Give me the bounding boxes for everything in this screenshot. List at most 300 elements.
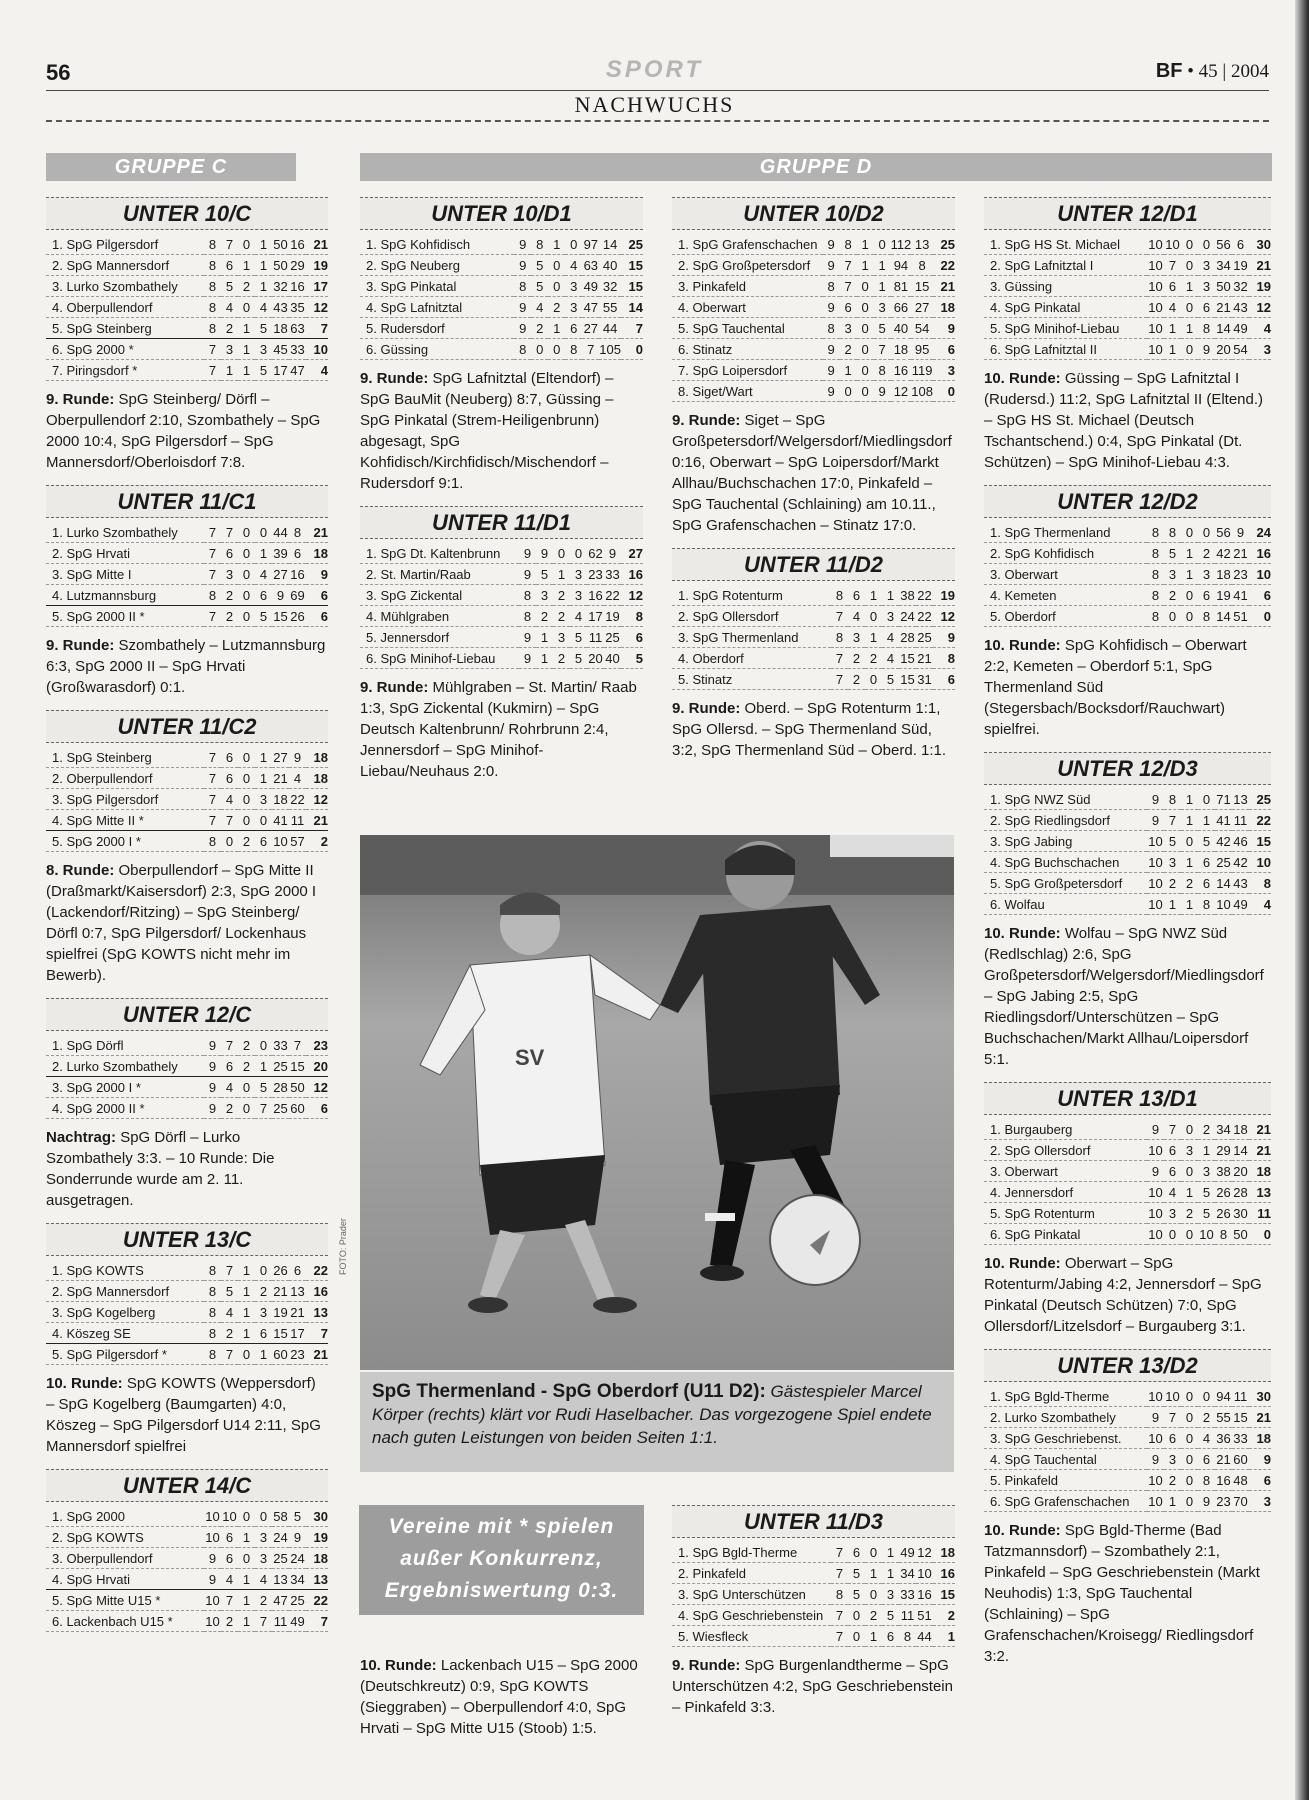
section-title: SPORT	[605, 56, 704, 83]
stat-value: 0	[1181, 1161, 1198, 1182]
stat-value: 7	[221, 234, 238, 255]
stat-value: 0	[238, 606, 255, 627]
table-row	[984, 297, 1271, 318]
stat-value: 4	[221, 1302, 238, 1323]
stat-value: 5	[1198, 1182, 1215, 1203]
points: 12	[306, 1077, 328, 1098]
stat-value: 2	[238, 831, 255, 852]
stat-value: 69	[289, 585, 306, 606]
stat-value: 15	[899, 669, 916, 690]
points: 19	[1249, 276, 1271, 297]
stat-value: 7	[204, 564, 221, 585]
stat-value: 6	[255, 831, 272, 852]
team-name: 7. SpG Loipersdorf	[672, 360, 823, 381]
stat-value: 0	[238, 1077, 255, 1098]
stat-value: 5	[255, 360, 272, 381]
points: 0	[1249, 1224, 1271, 1245]
table-row	[360, 627, 643, 648]
stat-value: 6	[1164, 1140, 1181, 1161]
round-label: 9. Runde:	[46, 637, 115, 654]
stat-value: 6	[1198, 297, 1215, 318]
stat-value: 9	[823, 360, 840, 381]
round-label: 10. Runde:	[984, 370, 1061, 387]
team-name: 3. Güssing	[984, 276, 1147, 297]
stat-value: 108	[911, 381, 933, 402]
points: 4	[1249, 318, 1271, 339]
points: 3	[1249, 339, 1271, 360]
stat-value: 4	[221, 789, 238, 810]
photo-caption	[360, 1372, 954, 1472]
table-row	[672, 297, 955, 318]
stat-value: 4	[882, 648, 899, 669]
stat-value: 0	[255, 522, 272, 543]
stat-value: 1	[548, 234, 565, 255]
stat-value: 21	[289, 1302, 306, 1323]
table-row	[984, 1224, 1271, 1245]
stat-value: 25	[272, 1548, 289, 1569]
standings-title: UNTER 11/C2	[46, 710, 328, 743]
round-label: 10. Runde:	[984, 1522, 1061, 1539]
stat-value: 0	[1181, 339, 1198, 360]
column-group-d-2	[672, 197, 955, 773]
points: 19	[306, 1527, 328, 1548]
stat-value: 5	[1198, 831, 1215, 852]
stat-value: 1	[1181, 1182, 1198, 1203]
stat-value: 94	[1215, 1386, 1232, 1407]
group-c-banner: GRUPPE C	[46, 153, 296, 181]
stat-value: 2	[553, 606, 570, 627]
stat-value: 8	[204, 255, 221, 276]
stat-value: 3	[255, 1302, 272, 1323]
stat-value: 8	[204, 1302, 221, 1323]
stat-value: 11	[899, 1605, 916, 1626]
team-name: 4. Köszeg SE	[46, 1323, 204, 1344]
stat-value: 2	[840, 339, 857, 360]
team-name: 1. SpG Kohfidisch	[360, 234, 514, 255]
stat-value: 2	[1164, 1470, 1181, 1491]
table-row	[46, 1077, 328, 1098]
team-name: 6. Stinatz	[672, 339, 823, 360]
stat-value: 9	[204, 1569, 221, 1590]
team-name: 5. SpG Rotenturm	[984, 1203, 1147, 1224]
table-row	[984, 606, 1271, 627]
stat-value: 60	[272, 1344, 289, 1365]
stat-value: 7	[831, 1605, 848, 1626]
standings-table	[672, 585, 955, 690]
stat-value: 6	[565, 318, 582, 339]
stat-value: 10	[204, 1506, 221, 1527]
team-name: 4. SpG Buchschachen	[984, 852, 1147, 873]
team-name: 3. SpG Pilgersdorf	[46, 789, 204, 810]
stat-value: 47	[272, 1590, 289, 1611]
stat-value: 1	[238, 1260, 255, 1281]
table-row	[984, 1119, 1271, 1140]
team-name: 3. SpG Mitte I	[46, 564, 204, 585]
round-results	[672, 1655, 955, 1718]
stat-value: 0	[565, 234, 582, 255]
standings-block	[672, 197, 955, 536]
stat-value: 22	[916, 606, 933, 627]
round-text: Szombathely – Lutzmannsburg 6:3, SpG 2000 II – SpG Hrvati (Großwarasdorf) 0:1.	[46, 637, 326, 696]
stat-value: 8	[823, 318, 840, 339]
standings-block	[984, 197, 1271, 473]
stat-value: 7	[831, 648, 848, 669]
stat-value: 7	[1164, 810, 1181, 831]
stat-value: 1	[1198, 1140, 1215, 1161]
stat-value: 66	[891, 297, 912, 318]
stat-value: 8	[289, 522, 306, 543]
points: 25	[933, 234, 955, 255]
stat-value: 0	[531, 339, 548, 360]
stat-value: 6	[1164, 1161, 1181, 1182]
stat-value: 10	[916, 1563, 933, 1584]
stat-value: 0	[1181, 234, 1198, 255]
table-row	[984, 564, 1271, 585]
column-group-d-1	[360, 197, 643, 794]
stat-value: 7	[204, 747, 221, 768]
stat-value: 6	[1198, 1449, 1215, 1470]
team-name: 1. SpG 2000	[46, 1506, 204, 1527]
stat-value: 16	[587, 585, 604, 606]
standings-table	[360, 543, 643, 669]
stat-value: 9	[823, 234, 840, 255]
standings-block	[984, 1349, 1271, 1667]
stat-value: 8	[831, 1584, 848, 1605]
round-results	[984, 1520, 1271, 1667]
stat-value: 9	[514, 234, 531, 255]
stat-value: 7	[221, 1590, 238, 1611]
points: 8	[621, 606, 643, 627]
stat-value: 1	[1164, 894, 1181, 915]
stat-value: 33	[899, 1584, 916, 1605]
round-label: 10. Runde:	[984, 1255, 1061, 1272]
team-name: 4. SpG Hrvati	[46, 1569, 204, 1590]
stat-value: 34	[1215, 255, 1232, 276]
stat-value: 15	[289, 1056, 306, 1077]
standings-title: UNTER 11/D3	[672, 1505, 955, 1538]
table-row	[984, 873, 1271, 894]
stat-value: 1	[238, 1302, 255, 1323]
team-name: 3. Oberpullendorf	[46, 1548, 204, 1569]
points: 7	[306, 1323, 328, 1344]
stat-value: 3	[1198, 255, 1215, 276]
stat-value: 20	[587, 648, 604, 669]
u14c-round-results	[360, 1655, 643, 1739]
stat-value: 9	[519, 648, 536, 669]
stat-value: 8	[204, 831, 221, 852]
points: 9	[1249, 1449, 1271, 1470]
stat-value: 56	[1215, 234, 1232, 255]
standings-table	[46, 234, 328, 381]
team-name: 6. Güssing	[360, 339, 514, 360]
table-row	[984, 810, 1271, 831]
team-name: 3. SpG Geschriebenst.	[984, 1428, 1147, 1449]
stat-value: 49	[289, 1611, 306, 1632]
round-text: SpG Burgenlandtherme – SpG Unterschützen 4:2, SpG Geschriebenstein – Pinkafeld 3:3.	[672, 1657, 953, 1716]
stat-value: 8	[531, 234, 548, 255]
team-name: 5. SpG Großpetersdorf	[984, 873, 1147, 894]
page-number: 56	[46, 60, 71, 85]
stat-value: 8	[519, 585, 536, 606]
stat-value: 0	[255, 1035, 272, 1056]
team-name: 4. Kemeten	[984, 585, 1147, 606]
stat-value: 1	[857, 234, 874, 255]
stat-value: 54	[1232, 339, 1249, 360]
stat-value: 0	[553, 543, 570, 564]
stat-value: 23	[1232, 564, 1249, 585]
stat-value: 2	[238, 1056, 255, 1077]
stat-value: 2	[221, 1611, 238, 1632]
team-name: 6. SpG Pinkatal	[984, 1224, 1147, 1245]
stat-value: 2	[255, 1590, 272, 1611]
stat-value: 5	[570, 627, 587, 648]
stat-value: 1	[221, 360, 238, 381]
stat-value: 2	[221, 585, 238, 606]
stat-value: 105	[599, 339, 621, 360]
stat-value: 50	[1215, 276, 1232, 297]
stat-value: 49	[582, 276, 599, 297]
stat-value: 0	[238, 810, 255, 831]
stat-value: 55	[1215, 1407, 1232, 1428]
stat-value: 6	[289, 1260, 306, 1281]
stat-value: 3	[1181, 1140, 1198, 1161]
team-name: 6. Lackenbach U15 *	[46, 1611, 204, 1632]
table-row	[46, 1281, 328, 1302]
stat-value: 2	[865, 1605, 882, 1626]
round-label: 10. Runde:	[46, 1375, 123, 1392]
stat-value: 2	[548, 297, 565, 318]
stat-value: 1	[840, 360, 857, 381]
table-row	[46, 585, 328, 606]
stat-value: 3	[221, 339, 238, 360]
stat-value: 39	[272, 543, 289, 564]
team-name: 8. Siget/Wart	[672, 381, 823, 402]
team-name: 5. Pinkafeld	[984, 1470, 1147, 1491]
stat-value: 1	[1181, 852, 1198, 873]
table-row	[984, 1470, 1271, 1491]
stat-value: 10	[1147, 1140, 1164, 1161]
round-label: 9. Runde:	[672, 1657, 741, 1674]
points: 22	[1249, 810, 1271, 831]
points: 15	[621, 276, 643, 297]
stat-value: 28	[1232, 1182, 1249, 1203]
stat-value: 7	[874, 339, 891, 360]
stat-value: 9	[1147, 1449, 1164, 1470]
stat-value: 3	[1164, 1203, 1181, 1224]
table-row	[672, 255, 955, 276]
table-row	[46, 1035, 328, 1056]
stat-value: 0	[1198, 522, 1215, 543]
caption-text: Gästespieler Marcel Körper (rechts) klärt vor Rudi Haselbacher. Das vorgezogene Spiel endete nach guten Leistungen von beiden Seiten 1:1.	[372, 1382, 932, 1447]
stat-value: 1	[1181, 543, 1198, 564]
stat-value: 0	[255, 1506, 272, 1527]
table-row	[46, 564, 328, 585]
stat-value: 25	[289, 1590, 306, 1611]
round-results	[672, 698, 955, 761]
stat-value: 6	[255, 1323, 272, 1344]
stat-value: 0	[238, 768, 255, 789]
stat-value: 2	[848, 669, 865, 690]
team-name: 7. Piringsdorf *	[46, 360, 204, 381]
points: 0	[621, 339, 643, 360]
stat-value: 4	[882, 627, 899, 648]
stat-value: 1	[238, 255, 255, 276]
standings-table	[672, 1542, 955, 1647]
table-row	[360, 234, 643, 255]
round-label: 9. Runde:	[672, 700, 741, 717]
standings-title: UNTER 10/C	[46, 197, 328, 230]
stat-value: 0	[238, 1344, 255, 1365]
stat-value: 8	[1147, 564, 1164, 585]
stat-value: 10	[221, 1506, 238, 1527]
stat-value: 3	[840, 318, 857, 339]
stat-value: 0	[857, 297, 874, 318]
stat-value: 9	[1147, 1119, 1164, 1140]
stat-value: 2	[221, 606, 238, 627]
stat-value: 14	[1215, 873, 1232, 894]
stat-value: 18	[272, 789, 289, 810]
stat-value: 1	[255, 276, 272, 297]
stat-value: 11	[1232, 1386, 1249, 1407]
stat-value: 8	[204, 297, 221, 318]
photo-credit: FOTO: Prader	[338, 1218, 348, 1275]
stat-value: 1	[1181, 810, 1198, 831]
stat-value: 9	[1147, 789, 1164, 810]
table-row	[672, 1605, 955, 1626]
stat-value: 38	[899, 585, 916, 606]
points: 5	[621, 648, 643, 669]
stat-value: 14	[1232, 1140, 1249, 1161]
stat-value: 60	[289, 1098, 306, 1119]
table-row	[360, 339, 643, 360]
round-text: SpG Lafnitztal (Eltendorf) – SpG BauMit (Neuberg) 8:7, Güssing – SpG Pinkatal (Strem-Heiligenbrunn) abgesagt, SpG Kohfidisch/Kirchfidisch/Mischendorf – Rudersdorf 9:1.	[360, 370, 614, 492]
stat-value: 0	[840, 381, 857, 402]
stat-value: 6	[840, 297, 857, 318]
stat-value: 9	[272, 585, 289, 606]
stat-value: 0	[865, 606, 882, 627]
stat-value: 1	[238, 318, 255, 339]
points: 21	[1249, 255, 1271, 276]
stat-value: 9	[1232, 522, 1249, 543]
team-name: 2. St. Martin/Raab	[360, 564, 519, 585]
stat-value: 43	[1232, 873, 1249, 894]
stat-value: 0	[1181, 1428, 1198, 1449]
points: 15	[933, 1584, 955, 1605]
round-text: Lackenbach U15 – SpG 2000 (Deutschkreutz) 0:9, SpG KOWTS (Sieggraben) – Oberpullendorf 4:0, SpG Hrvati – SpG Mitte U15 (Stoob) 1:5.	[360, 1657, 638, 1737]
team-name: 1. SpG Dt. Kaltenbrunn	[360, 543, 519, 564]
stat-value: 15	[272, 1323, 289, 1344]
stat-value: 7	[204, 339, 221, 360]
points: 8	[1249, 873, 1271, 894]
stat-value: 6	[1232, 234, 1249, 255]
round-text: SpG Dörfl – Lurko Szombathely 3:3. – 10 Runde: Die Sonderrunde wurde am 2. 11. ausgetragen.	[46, 1129, 275, 1209]
points: 21	[933, 276, 955, 297]
table-row	[360, 585, 643, 606]
stat-value: 97	[582, 234, 599, 255]
stat-value: 25	[916, 627, 933, 648]
stat-value: 1	[1181, 318, 1198, 339]
stat-value: 0	[238, 297, 255, 318]
group-d-banner: GRUPPE D	[360, 153, 1272, 181]
stat-value: 4	[570, 606, 587, 627]
table-row	[984, 1491, 1271, 1512]
stat-value: 10	[1147, 255, 1164, 276]
points: 3	[933, 360, 955, 381]
stat-value: 1	[255, 768, 272, 789]
stat-value: 25	[272, 1056, 289, 1077]
stat-value: 1	[1164, 339, 1181, 360]
points: 19	[933, 585, 955, 606]
stat-value: 32	[272, 276, 289, 297]
team-name: 4. SpG Tauchental	[984, 1449, 1147, 1470]
stat-value: 6	[255, 585, 272, 606]
page-subtitle: NACHWUCHS	[574, 92, 735, 117]
points: 6	[1249, 1470, 1271, 1491]
stat-value: 5	[882, 669, 899, 690]
team-name: 4. Oberdorf	[672, 648, 831, 669]
stat-value: 5	[536, 564, 553, 585]
stat-value: 27	[272, 564, 289, 585]
stat-value: 3	[882, 1584, 899, 1605]
points: 7	[621, 318, 643, 339]
stat-value: 8	[831, 585, 848, 606]
stat-value: 50	[272, 234, 289, 255]
stat-value: 7	[204, 543, 221, 564]
table-row	[46, 1056, 328, 1077]
team-name: 4. Mühlgraben	[360, 606, 519, 627]
round-results	[360, 677, 643, 782]
stat-value: 10	[1147, 339, 1164, 360]
stat-value: 81	[891, 276, 912, 297]
stat-value: 16	[891, 360, 912, 381]
stat-value: 9	[519, 627, 536, 648]
round-label: 10. Runde:	[360, 1657, 437, 1674]
stat-value: 3	[536, 585, 553, 606]
stat-value: 23	[587, 564, 604, 585]
stat-value: 1	[238, 1590, 255, 1611]
round-results	[984, 368, 1271, 473]
stat-value: 9	[536, 543, 553, 564]
round-label: 9. Runde:	[360, 679, 429, 696]
stat-value: 7	[831, 669, 848, 690]
round-results	[672, 410, 955, 536]
stat-value: 13	[1232, 789, 1249, 810]
team-name: 1. SpG NWZ Süd	[984, 789, 1147, 810]
brand-logo: BF	[1155, 60, 1183, 82]
stat-value: 27	[911, 297, 933, 318]
stat-value: 55	[599, 297, 621, 318]
stat-value: 7	[204, 606, 221, 627]
standings-table	[672, 234, 955, 402]
stat-value: 40	[891, 318, 912, 339]
team-name: 1. SpG Steinberg	[46, 747, 204, 768]
stat-value: 8	[204, 1323, 221, 1344]
points: 15	[621, 255, 643, 276]
stat-value: 23	[1215, 1491, 1232, 1512]
stat-value: 11	[289, 810, 306, 831]
stat-value: 24	[272, 1527, 289, 1548]
stat-value: 34	[899, 1563, 916, 1584]
round-results	[984, 923, 1271, 1070]
stat-value: 1	[548, 318, 565, 339]
standings-title: UNTER 11/D1	[360, 506, 643, 539]
caption-title: SpG Thermenland - SpG Oberdorf (U11 D2):	[372, 1381, 766, 1402]
stat-value: 41	[272, 810, 289, 831]
table-row	[46, 768, 328, 789]
column-group-c	[46, 197, 328, 1644]
points: 18	[933, 297, 955, 318]
stat-value: 10	[1147, 831, 1164, 852]
